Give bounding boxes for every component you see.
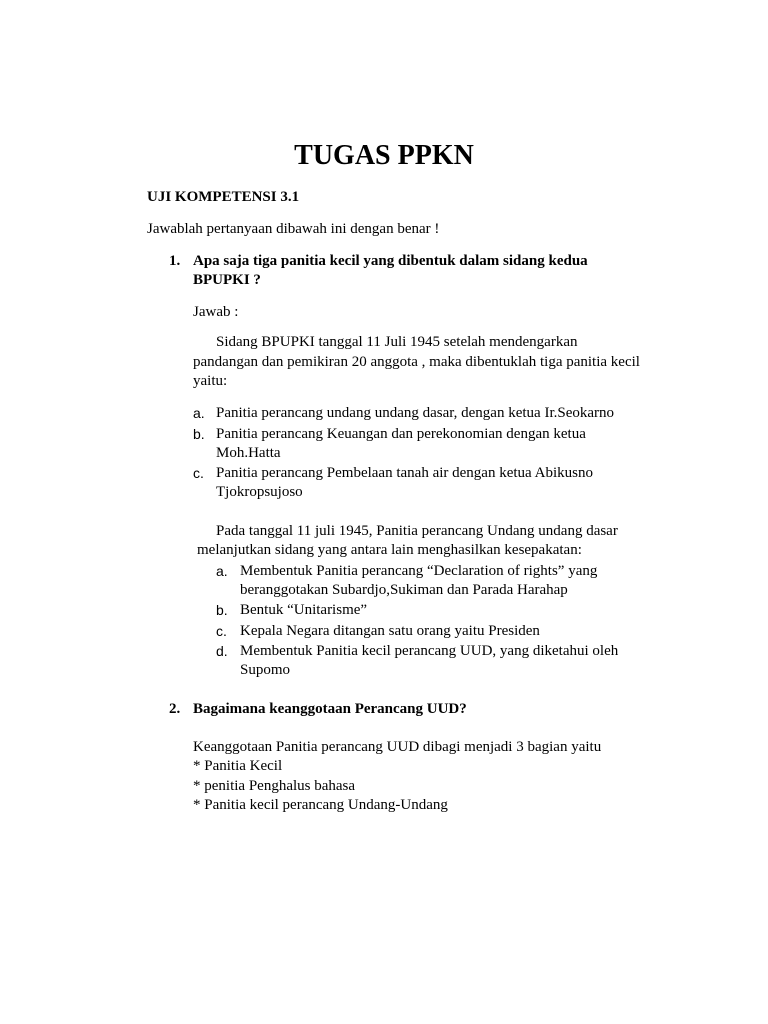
question-text-line: BPUPKI ? [193, 272, 261, 288]
bullet-item: * penitia Penghalus bahasa [193, 778, 356, 794]
list-marker: d. [216, 643, 228, 659]
bullet-item: * Panitia kecil perancang Undang-Undang [193, 797, 448, 813]
paragraph-line: pandangan dan pemikiran 20 anggota , maka dibentuklah tiga panitia kecil [193, 354, 640, 370]
paragraph-line: melanjutkan sidang yang antara lain menghasilkan kesepakatan: [197, 542, 582, 558]
list-item: Membentuk Panitia perancang “Declaration of rights” yang [240, 563, 598, 579]
list-item: Panitia perancang undang undang dasar, dengan ketua Ir.Seokarno [216, 405, 615, 421]
list-item: Bentuk “Unitarisme” [240, 602, 368, 618]
list-marker: c. [193, 465, 204, 481]
list-marker: a. [193, 405, 205, 421]
paragraph-line: Pada tanggal 11 juli 1945, Panitia perancang Undang undang dasar [216, 523, 618, 539]
list-marker: a. [216, 563, 228, 579]
section-heading: UJI KOMPETENSI 3.1 [147, 189, 300, 205]
answer-label: Jawab : [193, 304, 239, 320]
answer-line: Keanggotaan Panitia perancang UUD dibagi menjadi 3 bagian yaitu [193, 739, 602, 755]
paragraph-line: yaitu: [193, 373, 228, 389]
list-item: Kepala Negara ditangan satu orang yaitu Presiden [240, 623, 540, 639]
list-marker: b. [216, 602, 228, 618]
instruction-text: Jawablah pertanyaan dibawah ini dengan benar ! [147, 221, 440, 237]
question-number: 1. [169, 253, 181, 269]
list-item-continuation: Moh.Hatta [216, 445, 281, 461]
list-item: Panitia perancang Keuangan dan perekonomian dengan ketua [216, 426, 586, 442]
list-item-continuation: Tjokropsujoso [216, 484, 303, 500]
list-marker: b. [193, 426, 205, 442]
bullet-item: * Panitia Kecil [193, 758, 283, 774]
list-item: Panitia perancang Pembelaan tanah air dengan ketua Abikusno [216, 465, 593, 481]
question-text: Bagaimana keanggotaan Perancang UUD? [193, 701, 467, 717]
question-text-line: Apa saja tiga panitia kecil yang dibentuk dalam sidang kedua [193, 253, 588, 269]
list-item-continuation: beranggotakan Subardjo,Sukiman dan Parada Harahap [240, 582, 568, 598]
list-item: Membentuk Panitia kecil perancang UUD, yang diketahui oleh [240, 643, 619, 659]
list-marker: c. [216, 623, 227, 639]
page-title: TUGAS PPKN [294, 140, 474, 171]
list-item-continuation: Supomo [240, 662, 291, 678]
question-number: 2. [169, 701, 181, 717]
paragraph-line: Sidang BPUPKI tanggal 11 Juli 1945 setelah mendengarkan [216, 334, 578, 350]
